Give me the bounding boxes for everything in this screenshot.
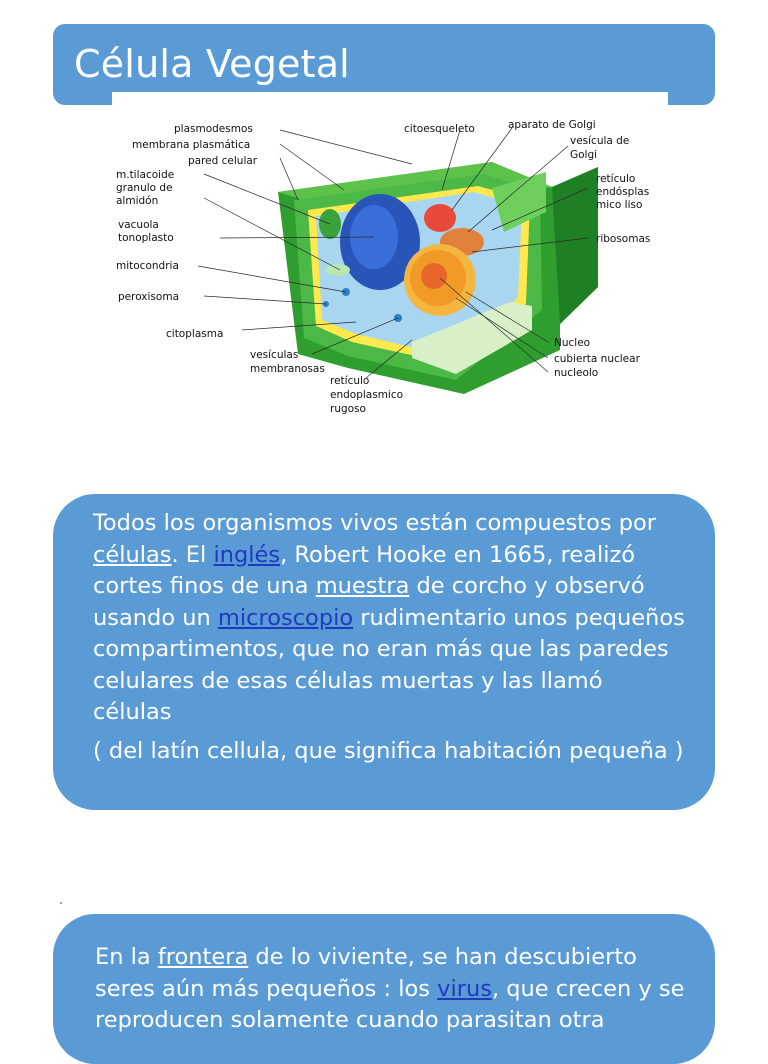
label-reticulo-liso-2: endósplas	[596, 186, 650, 198]
label-citoplasma: citoplasma	[166, 328, 224, 340]
label-granulo-2: almidón	[116, 195, 159, 207]
text-segment: , que crecen y se reproducen solamente cuando parasitan otra	[95, 975, 685, 1033]
plant-cell-diagram	[112, 92, 668, 424]
label-reticulo-liso-3: mico liso	[596, 199, 643, 211]
link-muestra[interactable]: muestra	[315, 573, 410, 599]
plant-cell-illustration	[112, 92, 668, 424]
label-reticulo-rugoso-2: endoplasmico	[330, 389, 404, 401]
label-vesiculas-2: membranosas	[250, 363, 325, 375]
link-ingles[interactable]: inglés	[213, 541, 281, 568]
text-segment: de corcho y observó usando un	[93, 573, 645, 631]
intro-paragraph-box	[53, 494, 715, 810]
virus-paragraph-box	[53, 914, 715, 1064]
label-nucleo: Nucleo	[554, 337, 591, 349]
page-title: Célula Vegetal	[74, 42, 350, 86]
stray-dot	[60, 902, 62, 904]
intro-paragraph	[93, 508, 685, 729]
label-vesicula-golgi-1: vesícula de	[570, 135, 630, 147]
text-segment: rudimentario unos pequeños compartimentos, que no eran más que las paredes celulares de esas células muertas y las llamó células	[93, 604, 685, 725]
label-vacuola: vacuola	[118, 219, 159, 231]
link-microscopio[interactable]: microscopio	[217, 604, 354, 631]
text-segment: . El	[171, 541, 214, 568]
label-reticulo-liso-1: retículo	[596, 173, 636, 185]
label-plasmodesmos: plasmodesmos	[174, 123, 253, 135]
link-celulas[interactable]: células	[93, 541, 172, 568]
label-tonoplasto: tonoplasto	[118, 232, 174, 244]
link-frontera[interactable]: frontera	[157, 944, 249, 970]
label-vesicula-golgi-2: Golgi	[570, 149, 598, 161]
label-reticulo-rugoso-1: retículo	[330, 375, 370, 387]
label-membrana: membrana plasmática	[132, 139, 251, 151]
label-tilacoide: m.tilacoide	[116, 169, 175, 181]
text-segment: En la	[95, 944, 158, 970]
text-segment: , Robert Hooke en 1665, realizó cortes finos de una	[93, 541, 636, 599]
label-pared: pared celular	[188, 155, 258, 167]
label-ribosomas: ribosomas	[596, 233, 651, 245]
label-granulo-1: granulo de	[116, 182, 173, 194]
text-segment: Todos los organismos vivos están compuestos por	[93, 510, 657, 536]
label-nucleolo: nucleolo	[554, 367, 599, 379]
label-mitocondria: mitocondria	[116, 260, 179, 272]
virus-paragraph	[95, 942, 685, 1037]
label-peroxisoma: peroxisoma	[118, 291, 180, 303]
link-virus[interactable]: virus	[437, 975, 492, 1002]
latin-note: ( del latín cellula, que significa habitación pequeña )	[93, 737, 684, 764]
label-golgi: aparato de Golgi	[508, 119, 596, 131]
label-reticulo-rugoso-3: rugoso	[330, 403, 366, 415]
label-citoesqueleto: citoesqueleto	[404, 123, 475, 135]
label-vesiculas-1: vesículas	[250, 349, 299, 361]
text-segment: de lo viviente, se han descubierto seres aún más pequeños : los	[95, 944, 637, 1002]
label-cubierta: cubierta nuclear	[554, 353, 640, 365]
